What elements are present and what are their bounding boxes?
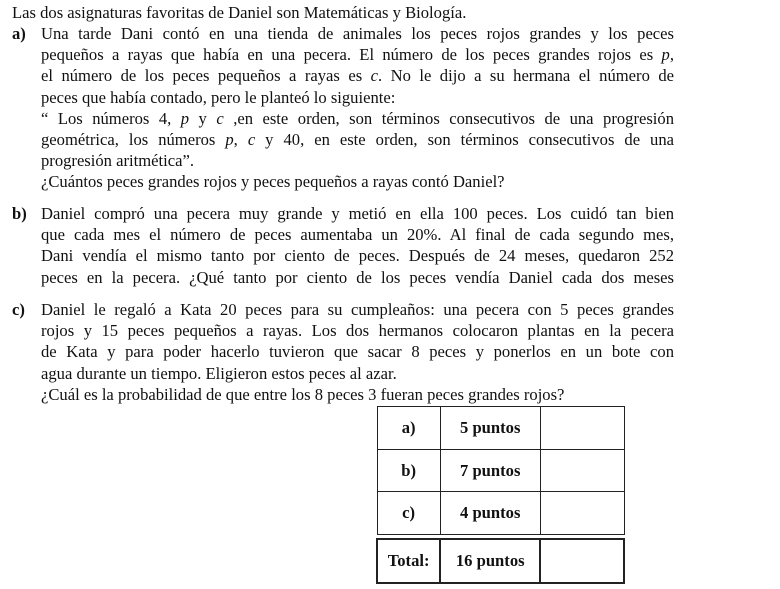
part-b-line-4: peces en la pecera. ¿Qué tanto por ciento de los peces vendía Daniel cada dos meses [41,267,674,287]
part-b-body [41,203,674,288]
part-a-letter: a) [12,24,26,43]
score-total-points: 16 puntos [440,539,540,583]
part-a-body [41,23,674,193]
score-row-c-points: 4 puntos [440,492,540,535]
part-b-line-2: que cada mes el número de peces aumentaba un 20%. Al final de cada segundo mes, [41,225,674,245]
part-a-line-7: progresión aritmética”. [41,151,194,171]
part-b-letter: b) [12,204,27,223]
part-b-line-3: Dani vendía el mismo tanto por ciento de peces. Después de 24 meses, quedaron 252 [41,246,674,266]
part-a-line-1: Una tarde Dani contó en una tienda de animales los peces rojos grandes y los peces [41,24,674,43]
part-a-question: ¿Cuántos peces grandes rojos y peces pequeños a rayas contó Daniel? [41,172,505,192]
part-a-line-6 [41,129,674,150]
part-b-line-1: Daniel compró una pecera muy grande y metió en ella 100 peces. Los cuidó tan bien [41,204,674,223]
score-total-label: Total: [377,539,440,583]
score-row-c-label: c) [377,492,440,535]
score-row-c-score-box[interactable] [540,492,624,535]
score-row-b-label: b) [377,449,440,492]
part-a-line-6-text: geométrica, los números p, c y 40, en este orden, son términos consecutivos de una [41,129,675,149]
score-row-a-score-box[interactable] [540,407,624,450]
part-a-line-2 [41,44,674,65]
part-a [12,23,676,193]
part-c-line-1: Daniel le regaló a Kata 20 peces para su cumpleaños: una pecera con 5 peces grandes [41,300,674,319]
score-row-b [377,449,624,492]
part-c-line-3: de Kata y para poder hacerlo tuvieron que sacar 8 peces y ponerlos en un bote con [41,342,674,362]
score-row-total [377,539,624,583]
part-c-line-4: agua durante un tiempo. Eligieron estos peces al azar. [41,363,397,383]
part-b [12,203,676,288]
score-table-grid [376,406,625,584]
score-total-score-box[interactable] [540,539,624,583]
score-row-a-points: 5 puntos [440,407,540,450]
part-c-line-2: rojos y 15 peces pequeños a rayas. Los dos hermanos colocaron plantas en la pecera [41,321,674,341]
part-a-line-3 [41,65,674,86]
part-c [12,299,676,405]
score-row-b-points: 7 puntos [440,449,540,492]
part-c-body [41,299,674,405]
part-a-line-3-text: el número de los peces pequeños a rayas es c. No le dijo a su hermana el número de [41,66,674,86]
score-row-c [377,492,624,535]
part-a-line-5 [41,108,674,129]
part-c-letter: c) [12,300,25,319]
part-a-line-2-text: pequeños a rayas que había en una pecera. El número de los peces grandes rojos es p, [41,45,674,65]
score-table [376,406,625,584]
part-a-line-5-text: “ Los números 4, p y c ,en este orden, son términos consecutivos de una progresión [41,108,675,128]
part-a-line-4: peces que había contado, pero le planteó lo siguiente: [41,87,396,107]
score-row-b-score-box[interactable] [540,449,624,492]
score-row-a [377,407,624,450]
score-row-a-label: a) [377,407,440,450]
intro-text: Las dos asignaturas favoritas de Daniel son Matemáticas y Biología. [12,3,467,22]
part-c-question: ¿Cuál es la probabilidad de que entre los 8 peces 3 fueran peces grandes rojos? [41,384,565,404]
